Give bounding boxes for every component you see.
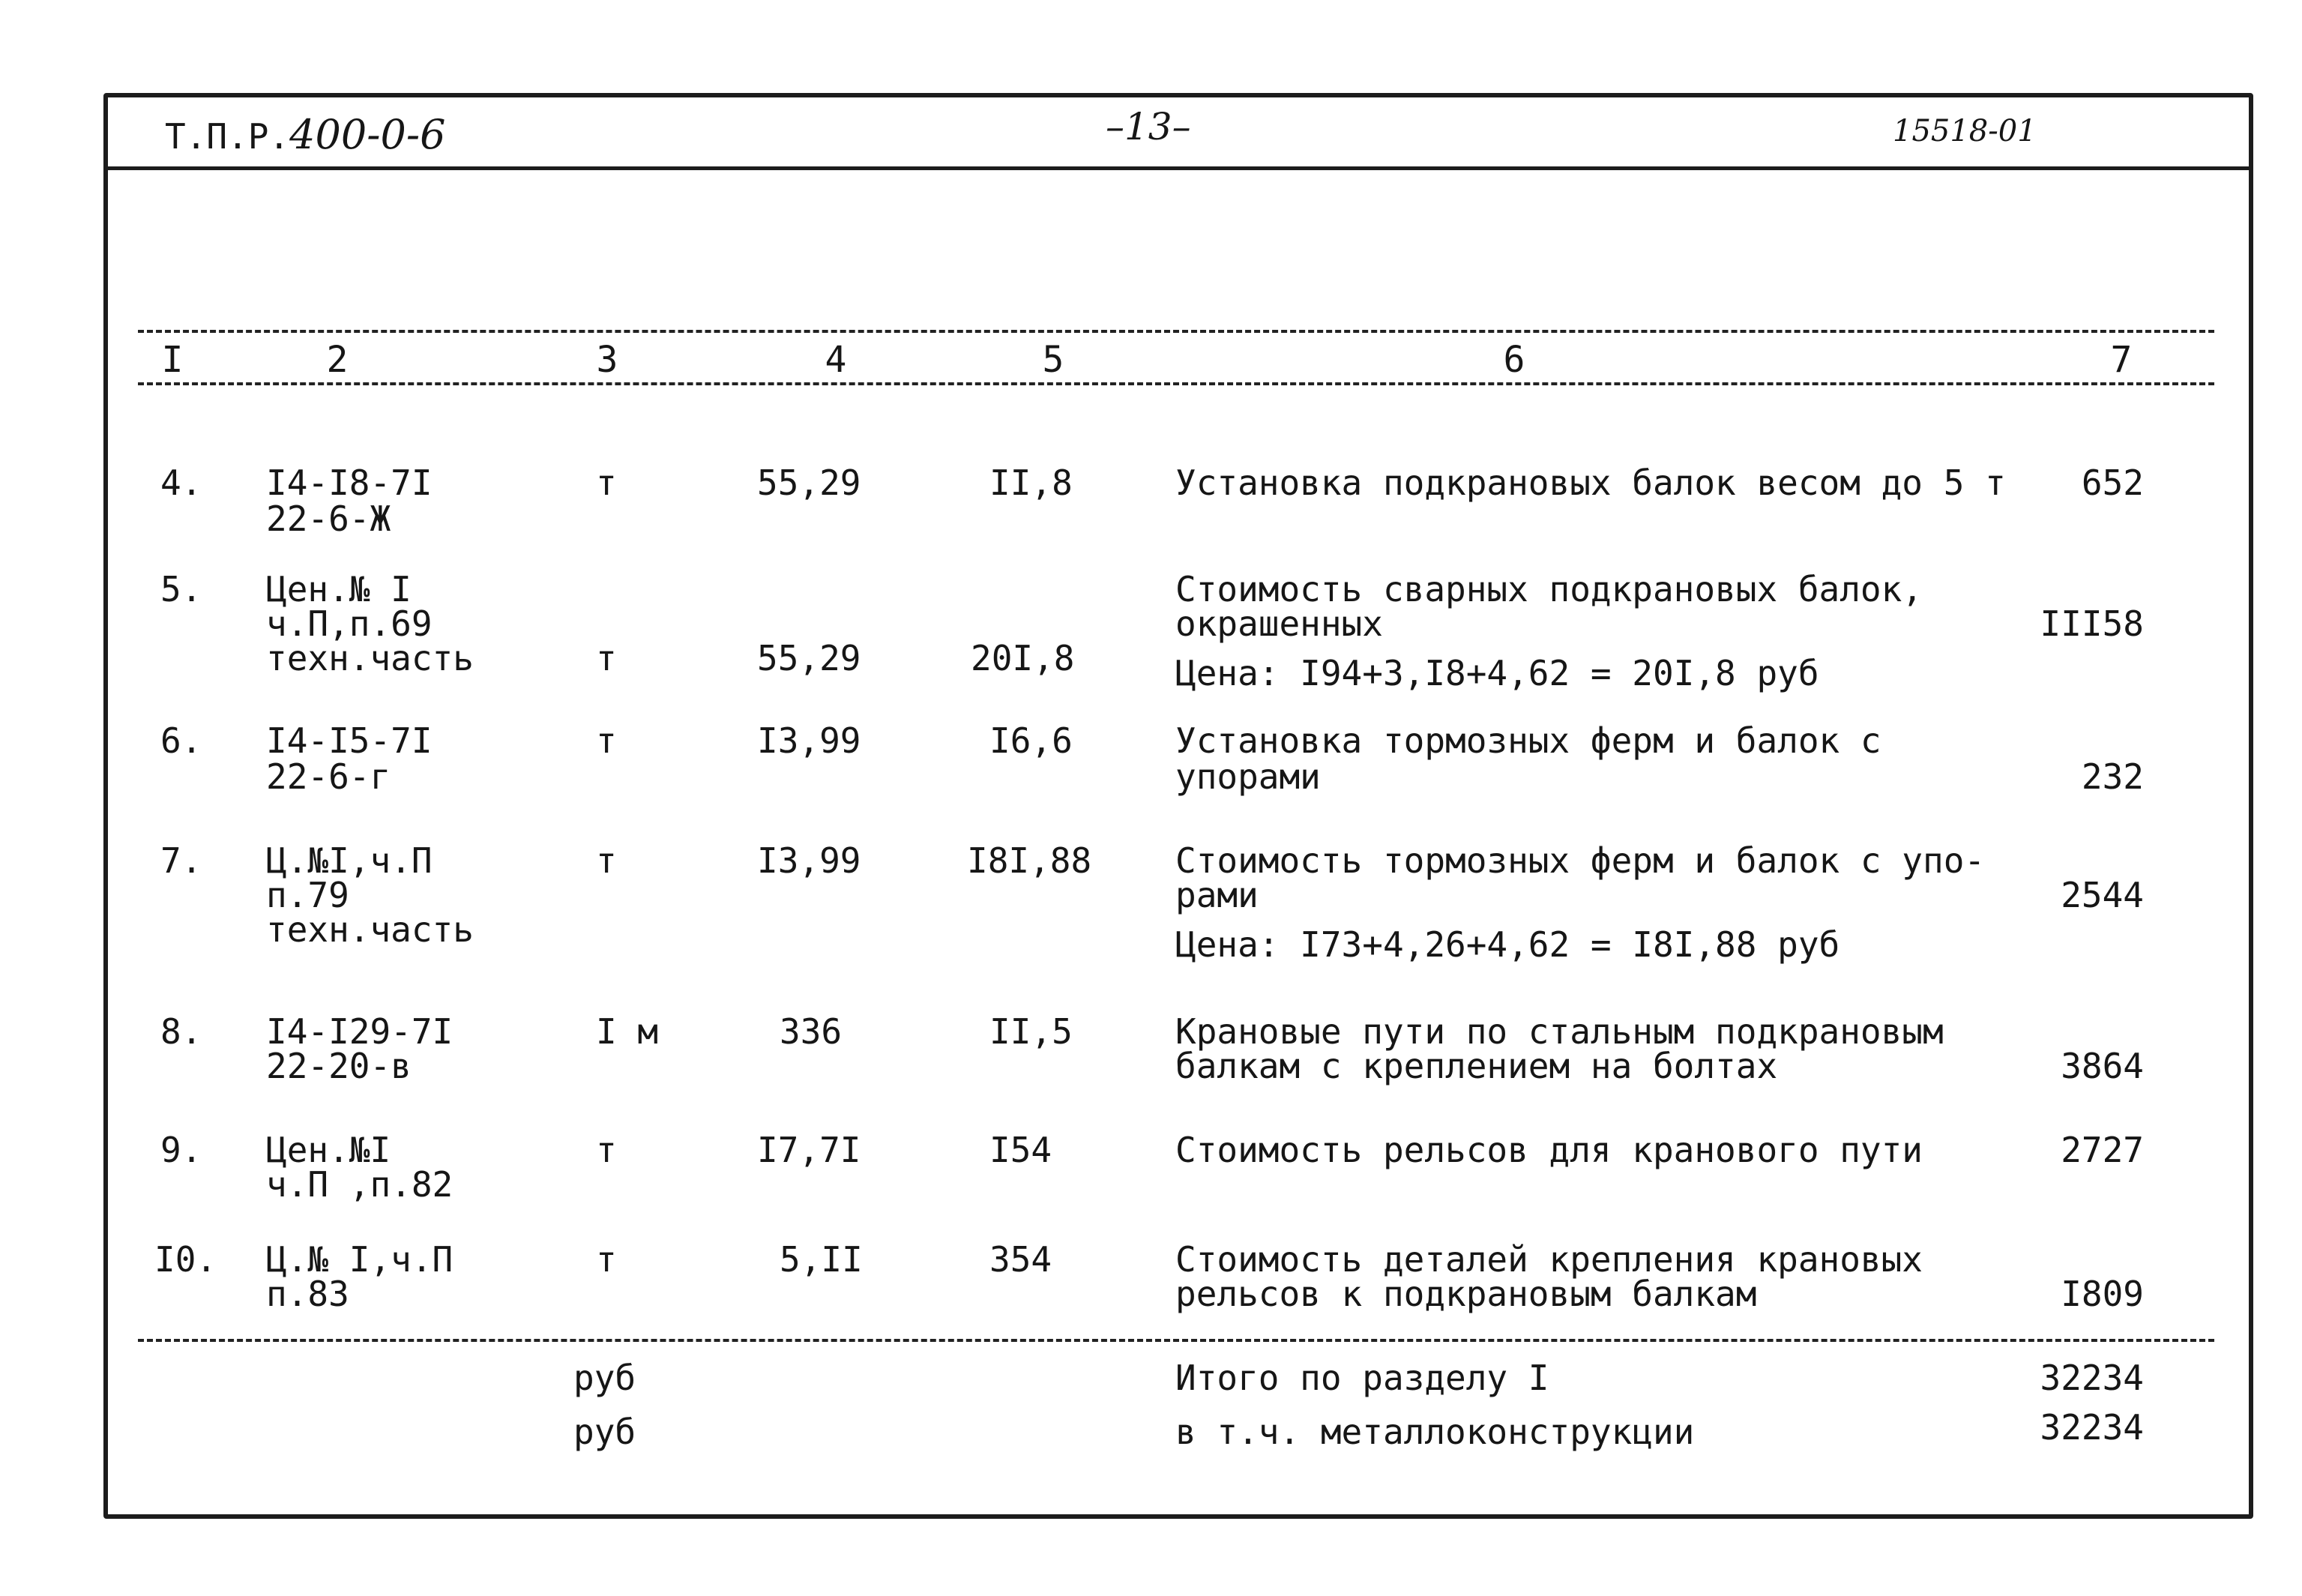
row-unit: т xyxy=(596,1130,617,1170)
row-description-line: Стоимость тормозных ферм и балок с упо- xyxy=(1175,840,1986,881)
row-total: 2544 xyxy=(2061,875,2144,915)
row-total: 652 xyxy=(2081,463,2144,503)
row-unit: I м xyxy=(596,1011,659,1052)
page-number: –13– xyxy=(1106,105,1191,148)
row-ref-line: п.79 xyxy=(266,875,349,915)
project-code xyxy=(165,111,445,158)
row-total: 232 xyxy=(2081,756,2144,797)
row-ref-line: ч.П ,п.82 xyxy=(266,1164,454,1205)
row-unit: т xyxy=(596,720,617,761)
row-unit: т xyxy=(596,463,617,503)
row-unit-price: I54 xyxy=(989,1130,1052,1170)
row-price-note: Цена: I73+4,26+4,62 = I8I,88 руб xyxy=(1175,924,1840,965)
row-quantity: 55,29 xyxy=(757,638,861,678)
column-number-5: 5 xyxy=(1042,339,1064,381)
header-divider xyxy=(103,166,2253,170)
row-description-line: Стоимость деталей крепления крановых xyxy=(1175,1239,1923,1280)
row-ref-line: Ц.№I,ч.П xyxy=(266,840,433,881)
row-ref-line: I4-I8-7I xyxy=(266,463,433,503)
row-description-line: окрашенных xyxy=(1175,603,1383,644)
row-ref-line: техн.часть xyxy=(266,638,474,678)
row-number: 4. xyxy=(160,463,202,503)
summary-unit: руб xyxy=(573,1358,636,1398)
row-ref-line: 22-6-г xyxy=(266,756,391,797)
column-number-3: 3 xyxy=(596,339,618,381)
row-ref-line: Цен.№ I xyxy=(266,569,412,609)
row-number: 7. xyxy=(160,840,202,881)
row-price-note: Цена: I94+3,I8+4,62 = 20I,8 руб xyxy=(1175,653,1819,693)
summary-label: в т.ч. металлоконструкции xyxy=(1175,1412,1695,1452)
row-description-line: Крановые пути по стальным подкрановым xyxy=(1175,1011,1944,1052)
row-ref-line: техн.часть xyxy=(266,909,474,950)
row-ref-line: Цен.№I xyxy=(266,1130,391,1170)
project-code-handwritten: 400-0-6 xyxy=(289,111,446,158)
row-number: 9. xyxy=(160,1130,202,1170)
row-quantity: I7,7I xyxy=(757,1130,861,1170)
row-unit-price: II,8 xyxy=(989,463,1073,503)
row-number: 5. xyxy=(160,569,202,609)
row-unit: т xyxy=(596,840,617,881)
summary-label: Итого по разделу I xyxy=(1175,1358,1549,1398)
row-description-line: Установка подкрановых балок весом до 5 т xyxy=(1175,463,2006,503)
column-number-1: I xyxy=(161,339,184,381)
table-top-rule xyxy=(138,330,2214,333)
row-number: I0. xyxy=(154,1239,217,1280)
column-number-rule xyxy=(138,382,2214,385)
project-code-prefix: Т.П.Р. xyxy=(165,116,290,157)
row-description-line: Стоимость рельсов для кранового пути xyxy=(1175,1130,1923,1170)
row-unit-price: I8I,88 xyxy=(967,840,1092,881)
row-ref-line: ч.П,п.69 xyxy=(266,603,433,644)
row-quantity: I3,99 xyxy=(757,720,861,761)
column-number-4: 4 xyxy=(825,339,847,381)
row-ref-line: I4-I5-7I xyxy=(266,720,433,761)
row-unit: т xyxy=(596,638,617,678)
row-ref-line: 22-20-в xyxy=(266,1046,412,1086)
row-total: I809 xyxy=(2061,1274,2144,1314)
row-ref-line: I4-I29-7I xyxy=(266,1011,454,1052)
row-description-line: рельсов к подкрановым балкам xyxy=(1175,1274,1757,1314)
row-ref-line: Ц.№ I,ч.П xyxy=(266,1239,454,1280)
row-ref-line: п.83 xyxy=(266,1274,349,1314)
row-description-line: балкам с креплением на болтах xyxy=(1175,1046,1778,1086)
summary-value: 32234 xyxy=(2040,1407,2144,1448)
row-quantity: 336 xyxy=(780,1011,843,1052)
row-unit-price: I6,6 xyxy=(989,720,1073,761)
row-description-line: Установка тормозных ферм и балок с xyxy=(1175,720,1881,761)
row-ref-line: 22-6-Ж xyxy=(266,499,391,539)
row-total: III58 xyxy=(2040,603,2144,644)
summary-value: 32234 xyxy=(2040,1358,2144,1398)
row-unit-price: II,5 xyxy=(989,1011,1073,1052)
row-description-line: рами xyxy=(1175,875,1259,915)
row-quantity: 55,29 xyxy=(757,463,861,503)
row-quantity: I3,99 xyxy=(757,840,861,881)
row-unit-price: 354 xyxy=(989,1239,1052,1280)
row-total: 3864 xyxy=(2061,1046,2144,1086)
row-number: 8. xyxy=(160,1011,202,1052)
summary-unit: руб xyxy=(573,1412,636,1452)
column-number-7: 7 xyxy=(2110,339,2133,381)
row-unit-price: 20I,8 xyxy=(971,638,1075,678)
row-unit: т xyxy=(596,1239,617,1280)
row-description-line: Стоимость сварных подкрановых балок, xyxy=(1175,569,1923,609)
column-number-2: 2 xyxy=(326,339,349,381)
summary-rule xyxy=(138,1339,2214,1342)
row-quantity: 5,II xyxy=(780,1239,863,1280)
row-number: 6. xyxy=(160,720,202,761)
row-description-line: упорами xyxy=(1175,756,1321,797)
column-number-6: 6 xyxy=(1503,339,1525,381)
row-total: 2727 xyxy=(2061,1130,2144,1170)
doc-number: 15518-01 xyxy=(1893,114,2037,148)
